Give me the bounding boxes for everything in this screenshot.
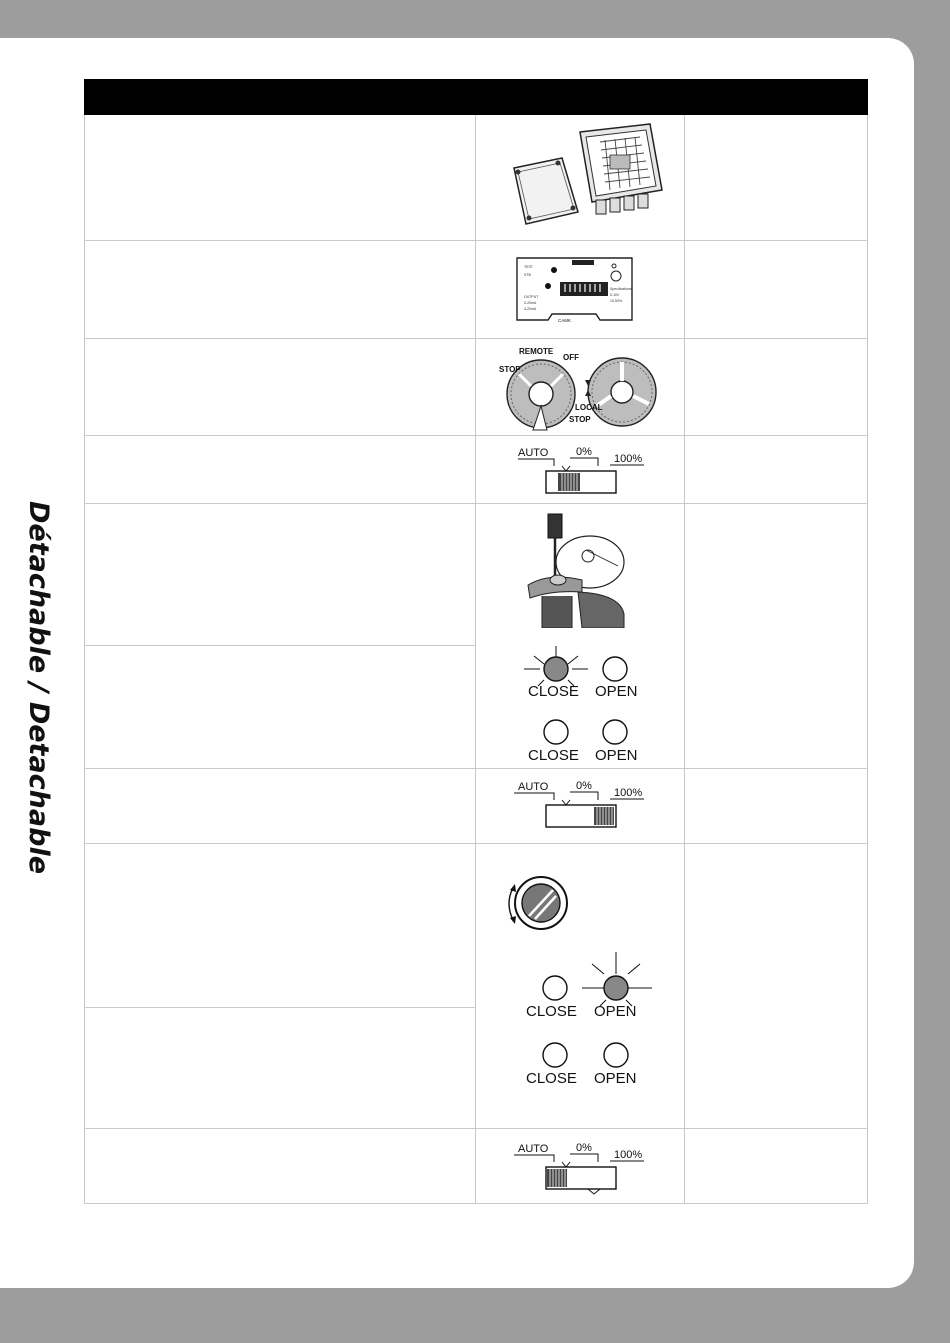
- close-led-label-3: CLOSE: [526, 1003, 577, 1020]
- svg-text:0-10V: 0-10V: [610, 293, 620, 297]
- switch-hundred-label: 100%: [614, 453, 643, 465]
- dial-off-label: OFF: [563, 353, 579, 362]
- switch-zero-label: 0%: [576, 446, 592, 458]
- dial-local-label: LOCAL: [575, 403, 603, 412]
- dial-stop-label: STOP: [499, 365, 521, 374]
- svg-text:Specifications: Specifications: [610, 287, 632, 291]
- selector-dials-figure: [497, 344, 669, 432]
- dial-remote-label: REMOTE: [519, 347, 554, 356]
- switch-zero-label-3: 0%: [576, 1142, 592, 1154]
- switch-hundred-label-2: 100%: [614, 787, 643, 799]
- open-led-off-4: [604, 1043, 628, 1067]
- led-status-close-lit: [518, 636, 648, 764]
- screwdriver-adjust-figure: [520, 510, 640, 628]
- close-led-off-3: [543, 976, 567, 1000]
- svg-text:10-50%: 10-50%: [610, 299, 623, 303]
- open-close-dial: [588, 358, 656, 426]
- open-led-lit: [604, 976, 628, 1000]
- close-led-label-4: CLOSE: [526, 1070, 577, 1087]
- svg-text:TEST: TEST: [524, 265, 533, 269]
- open-led-label-4: OPEN: [594, 1070, 637, 1087]
- close-led-off-4: [543, 1043, 567, 1067]
- switch-zero-label-2: 0%: [576, 780, 592, 792]
- close-led-label-2: CLOSE: [528, 747, 579, 764]
- pcb-label: CAMK: [558, 318, 572, 323]
- table-header-bar: [84, 79, 868, 115]
- switch-auto-label-2: AUTO: [518, 781, 549, 793]
- side-title: [17, 500, 61, 875]
- slide-switch-zero: [510, 444, 650, 496]
- svg-text:0-20mA: 0-20mA: [524, 301, 537, 305]
- svg-text:4-20mA: 4-20mA: [524, 307, 537, 311]
- rotary-knob-figure: [503, 876, 575, 932]
- switch-hundred-label-3: 100%: [614, 1149, 643, 1161]
- slide-switch-auto: [510, 1140, 650, 1196]
- page-sheet: [0, 38, 914, 1288]
- open-led-label-3: OPEN: [594, 1003, 637, 1020]
- svg-text:STB: STB: [524, 273, 531, 277]
- open-led-label-2: OPEN: [595, 747, 638, 764]
- switch-auto-label-3: AUTO: [518, 1143, 549, 1155]
- open-led-off: [603, 657, 627, 681]
- switch-auto-label: AUTO: [518, 447, 549, 459]
- open-led-off-2: [603, 720, 627, 744]
- dial-stop-local-label: STOP: [569, 415, 591, 424]
- close-led-lit: [544, 657, 568, 681]
- enclosure-figure: [500, 120, 665, 235]
- side-title-text: Détachable / Detachable: [23, 500, 55, 875]
- pcb-figure: [512, 254, 637, 328]
- led-status-open-lit: [518, 948, 658, 1088]
- slide-switch-hundred: [510, 778, 650, 830]
- close-led-off: [544, 720, 568, 744]
- close-led-label: CLOSE: [528, 683, 579, 700]
- open-led-label: OPEN: [595, 683, 638, 700]
- svg-text:OUTPUT: OUTPUT: [524, 295, 539, 299]
